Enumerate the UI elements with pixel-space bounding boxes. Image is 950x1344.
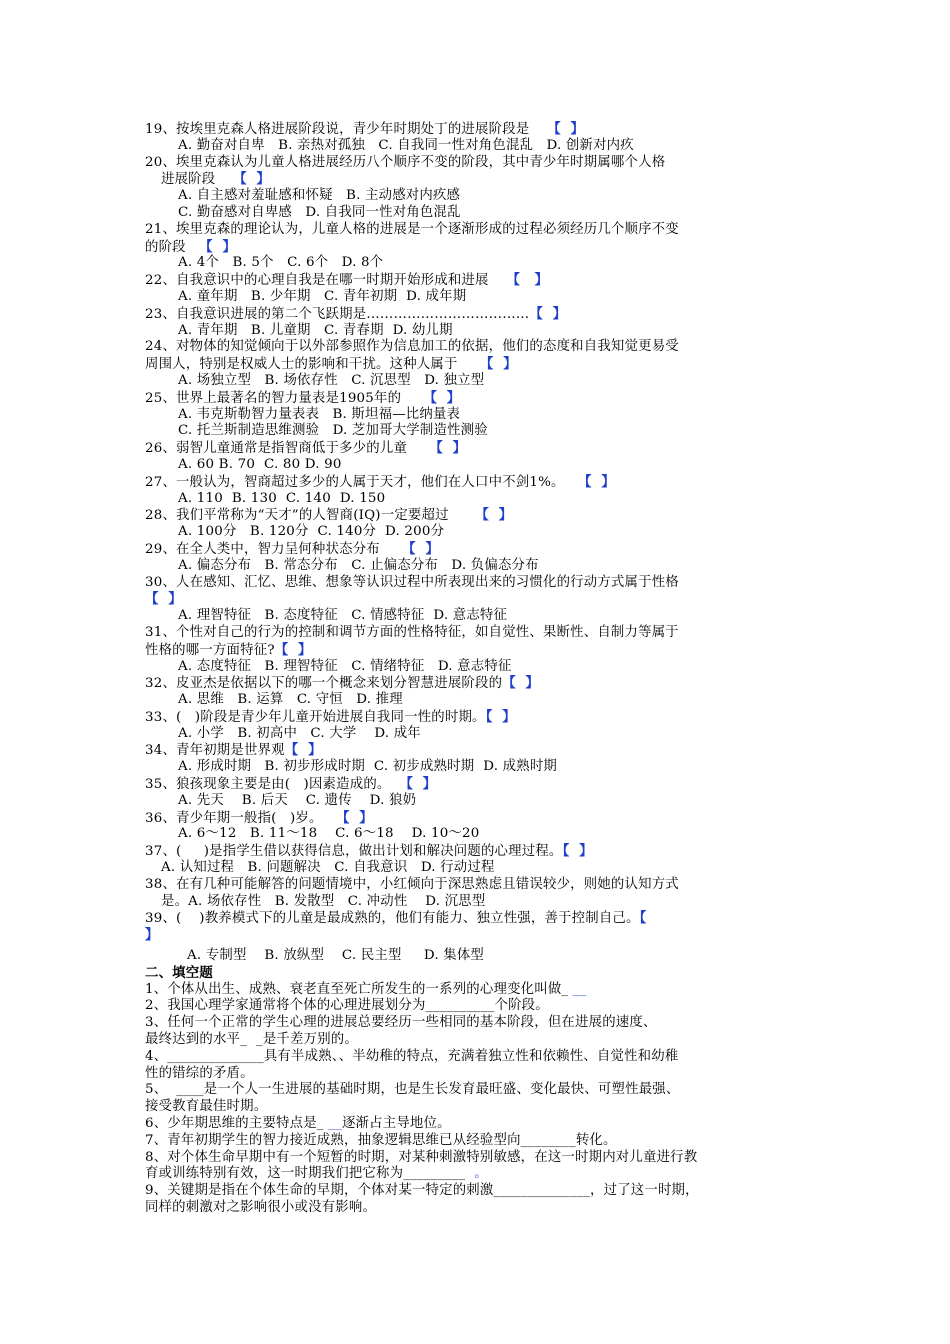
line-text: 36、青少年期一般指( )岁。 [145,810,336,826]
text-line [145,155,825,172]
line-text-tail: 逐渐占主导地位。 [341,1116,451,1132]
line-text: A. 形成时期 B. 初步形成时期 C. 初步成熟时期 D. 成熟时期 [178,759,557,775]
answer-bracket: 【 】 [562,843,593,860]
answer-bracket: 【 】 [578,473,615,490]
line-text: 的阶段 [145,239,200,255]
text-line [145,507,825,524]
line-text: 6、少年期思维的主要特点是_ [145,1116,329,1132]
line-text: 25、世界上最著名的智力量表是1905年的 [145,390,424,406]
text-line [145,1116,825,1133]
text-line [145,860,825,877]
line-text: 7、青年初期学生的智力接近成熟，抽象逻辑思维已从经验型向________转化。 [145,1132,617,1148]
line-text: 8、对个体生命早期中有一个短暂的时期，对某种刺激特别敏感，在这一时期内对儿童进行教 [145,1149,698,1165]
text-line [145,709,825,726]
line-text: 34、青年初期是世界观 [145,743,285,759]
text-line [145,491,825,508]
text-line [145,894,825,911]
line-text: 20、埃里克森认为儿童人格进展经历八个顺序不变的阶段，其中青少年时期属哪个人格 [145,154,666,170]
text-line [145,205,825,222]
line-text: A. 思维 B. 运算 C. 守恒 D. 推理 [178,692,403,708]
line-text: 4、______________具有半成熟、、半幼稚的特点，充满着独立性和依赖性、自觉性和幼稚 [145,1048,679,1064]
text-line [145,948,825,965]
line-text: 23、自我意识进展的第二个飞跃期是……………………………… [145,306,530,322]
line-text: A. 勤奋对自卑 B. 亲热对孤独 C. 自我同一性对角色混乱 D. 创新对内疚 [178,137,634,153]
answer-bracket: 【 】 [423,389,461,406]
text-line [145,222,825,239]
text-line [145,239,825,256]
line-text: 3、任何一个正常的学生心理的进展总要经历一些相同的基本阶段，但在进展的速度、 [145,1015,657,1031]
line-text: 29、在全人类中，智力呈何种状态分布 [145,541,403,557]
line-text: A. 自主感对羞耻感和怀疑 B. 主动感对内疚感 [178,188,461,204]
answer-bracket: 】 [145,927,159,944]
answer-bracket: 【 】 [529,305,567,322]
text-line [145,373,825,390]
text-line [145,810,825,827]
line-text: A. 100分 B. 120分 C. 140分 D. 200分 [178,524,445,540]
line-text: A. 专制型 B. 放纵型 C. 民主型 D. 集体型 [187,948,485,964]
text-line [145,1133,825,1150]
line-text: 26、弱智儿童通常是指智商低于多少的儿童 [145,441,430,457]
line-text: 2、我国心理学家通常将个体的心理进展划分为__________个阶段。 [145,998,549,1014]
answer-bracket: 【 】 [479,356,517,373]
line-text: C. 托兰斯制造思维测验 D. 芝加哥大学制造性测验 [178,423,488,439]
text-line [145,591,825,608]
line-text: A. 先天 B. 后天 C. 遗传 D. 狼奶 [178,792,417,808]
answer-bracket: 【 】 [506,272,549,289]
text-line [145,843,825,860]
text-line [145,1150,825,1167]
line-text: A. 60 B. 70 C. 80 D. 90 [178,456,342,472]
line-text: 33、( )阶段是青少年儿童开始进展自我同一性的时期。 [145,709,486,725]
text-line [145,659,825,676]
answer-bracket: 【 】 [284,742,322,759]
line-text: 24、对物体的知觉倾向于以外部参照作为信息加工的依据，他们的态度和自我知觉更易受 [145,339,679,355]
line-text: 周围人，特别是权威人士的影响和干扰。这种人属于 [145,357,480,373]
text-line [145,1200,825,1217]
line-text: A. 4个 B. 5个 C. 6个 D. 8个 [178,255,384,271]
line-text: A. 青年期 B. 儿童期 C. 青春期 D. 幼儿期 [178,322,453,338]
section-heading [145,965,825,982]
text-line [145,407,825,424]
text-line [145,423,825,440]
text-line [145,742,825,759]
answer-bracket: 【 】 [399,776,437,793]
text-line [145,390,825,407]
answer-blank: 。 [465,1166,488,1182]
line-text: 31、个性对自己的行为的控制和调节方面的性格特征，如自觉性、果断性、自制力等属于 [145,624,679,640]
text-line [145,1166,825,1183]
text-line [145,608,825,625]
line-text: A. 6～12 B. 11～18 C. 6～18 D. 10～20 [178,826,480,842]
answer-bracket: 【 】 [335,809,373,826]
text-line [145,1082,825,1099]
line-text: A. 110 B. 130 C. 140 D. 150 [178,490,386,506]
answer-bracket: 【 】 [485,708,516,725]
answer-bracket: 【 】 [475,507,513,524]
line-text: 最终达到的水平_ _是千差万别的。 [145,1032,358,1048]
line-text: 32、皮亚杰是依据以下的哪一个概念来划分智慧进展阶段的 [145,676,503,692]
answer-blank: __ [328,1116,342,1132]
text-line [145,776,825,793]
line-text: 21、埃里克森的理论认为，儿童人格的进展是一个逐渐形成的过程必须经历几个顺序不变 [145,221,679,237]
answer-bracket: 【 】 [274,641,312,658]
line-text: 9、关键期是指在个体生命的早期，个体对某一特定的刺激______________，过了这一时期， [145,1183,699,1199]
text-line [145,692,825,709]
line-text: 38、在有几种可能解答的问题情境中，小红倾向于深思熟虑且错误较少，则她的认知方式 [145,876,679,892]
text-line [145,541,825,558]
answer-bracket: 【 】 [547,121,585,137]
text-line [145,121,825,138]
answer-bracket: 【 】 [402,540,440,557]
line-text: A. 童年期 B. 少年期 C. 青年初期 D. 成年期 [178,288,467,304]
text-line [145,171,825,188]
text-line [145,625,825,642]
text-line [145,877,825,894]
text-line [145,289,825,306]
line-text: 35、狼孩现象主要是由( )因素造成的。 [145,777,400,793]
line-text: A. 态度特征 B. 理智特征 C. 情绪特征 D. 意志特征 [178,658,512,674]
line-text: 同样的刺激对之影响很小或没有影响。 [145,1200,377,1215]
text-line [145,575,825,592]
line-text: C. 勤奋感对自卑感 D. 自我同一性对角色混乱 [178,204,461,220]
text-line [145,255,825,272]
text-line [145,339,825,356]
line-text: A. 理智特征 B. 态度特征 C. 情感特征 D. 意志特征 [178,608,508,624]
line-text: 育或训练特别有效，这一时期我们把它称为_________ [145,1166,466,1182]
text-line [145,138,825,155]
text-line [145,759,825,776]
line-text: 22、自我意识中的心理自我是在哪一时期开始形成和进展 [145,273,507,289]
text-line [145,642,825,659]
line-text: A. 韦克斯勒智力量表表 B. 斯坦福—比纳量表 [178,406,461,422]
line-text: 接受教育最佳时期。 [145,1099,268,1115]
line-text: 性格的哪一方面特征? [145,642,275,658]
text-line [145,1183,825,1200]
text-line [145,306,825,323]
text-line [145,323,825,340]
text-line [145,457,825,474]
line-text: 19、按埃里克森人格进展阶段说，青少年时期处丁的进展阶段是 [145,122,548,137]
line-text: 28、我们平常称为“天才”的人智商(IQ)一定要超过 [145,508,476,524]
text-line [145,910,825,927]
text-line [145,558,825,575]
text-line [145,356,825,373]
answer-bracket: 【 】 [199,238,237,255]
answer-blank: __ [572,981,587,997]
line-text: 37、( )是指学生借以获得信息，做出计划和解决问题的心理过程。 [145,844,563,860]
line-text: A. 场独立型 B. 场依存性 C. 沉思型 D. 独立型 [178,372,485,388]
line-text: A. 偏态分布 B. 常态分布 C. 止偏态分布 D. 负偏态分布 [178,557,539,573]
answer-bracket: 【 [639,910,647,927]
line-text: 进展阶段 [161,172,234,188]
text-line [145,998,825,1015]
text-line [145,524,825,541]
line-text: 是。A. 场依存性 B. 发散型 C. 冲动性 D. 沉思型 [161,893,486,909]
text-line [145,440,825,457]
text-line [145,1032,825,1049]
text-line [145,474,825,491]
line-text: A. 认知过程 B. 问题解决 C. 自我意识 D. 行动过程 [161,860,495,876]
text-line [145,826,825,843]
line-text: 30、人在感知、汇忆、思维、想象等认识过程中所表现出来的习惯化的行动方式属于性格 [145,574,679,590]
line-text: 二、填空题 [145,964,213,981]
text-line [145,1049,825,1066]
answer-bracket: 【 】 [233,171,271,188]
text-line [145,793,825,810]
line-text: 39、( )教养模式下的儿童是最成熟的，他们有能力、独立性强，善于控制自己。 [145,911,640,927]
line-text: 27、一般认为，智商超过多少的人属于天才，他们在人口中不剑1%。 [145,474,578,490]
text-line [145,272,825,289]
line-text: 性的错综的矛盾。 [145,1065,254,1081]
text-line [145,1015,825,1032]
answer-bracket: 【 】 [502,675,540,692]
text-line [145,927,825,944]
line-text: 5、 ____是一个人一生进展的基础时期，也是生长发育最旺盛、变化最快、可塑性最强、 [145,1082,680,1098]
text-line [145,1066,825,1083]
text-line [145,982,825,999]
text-line [145,188,825,205]
text-line [145,726,825,743]
text-line [145,675,825,692]
text-line [145,1099,825,1116]
document-page [145,121,825,1217]
answer-bracket: 【 】 [145,591,182,608]
line-text: A. 小学 B. 初高中 C. 大学 D. 成年 [178,725,421,741]
answer-bracket: 【 】 [429,440,467,457]
line-text: 1、个体从出生、成熟、衰老直至死亡所发生的一系列的心理变化叫做_ [145,981,573,997]
